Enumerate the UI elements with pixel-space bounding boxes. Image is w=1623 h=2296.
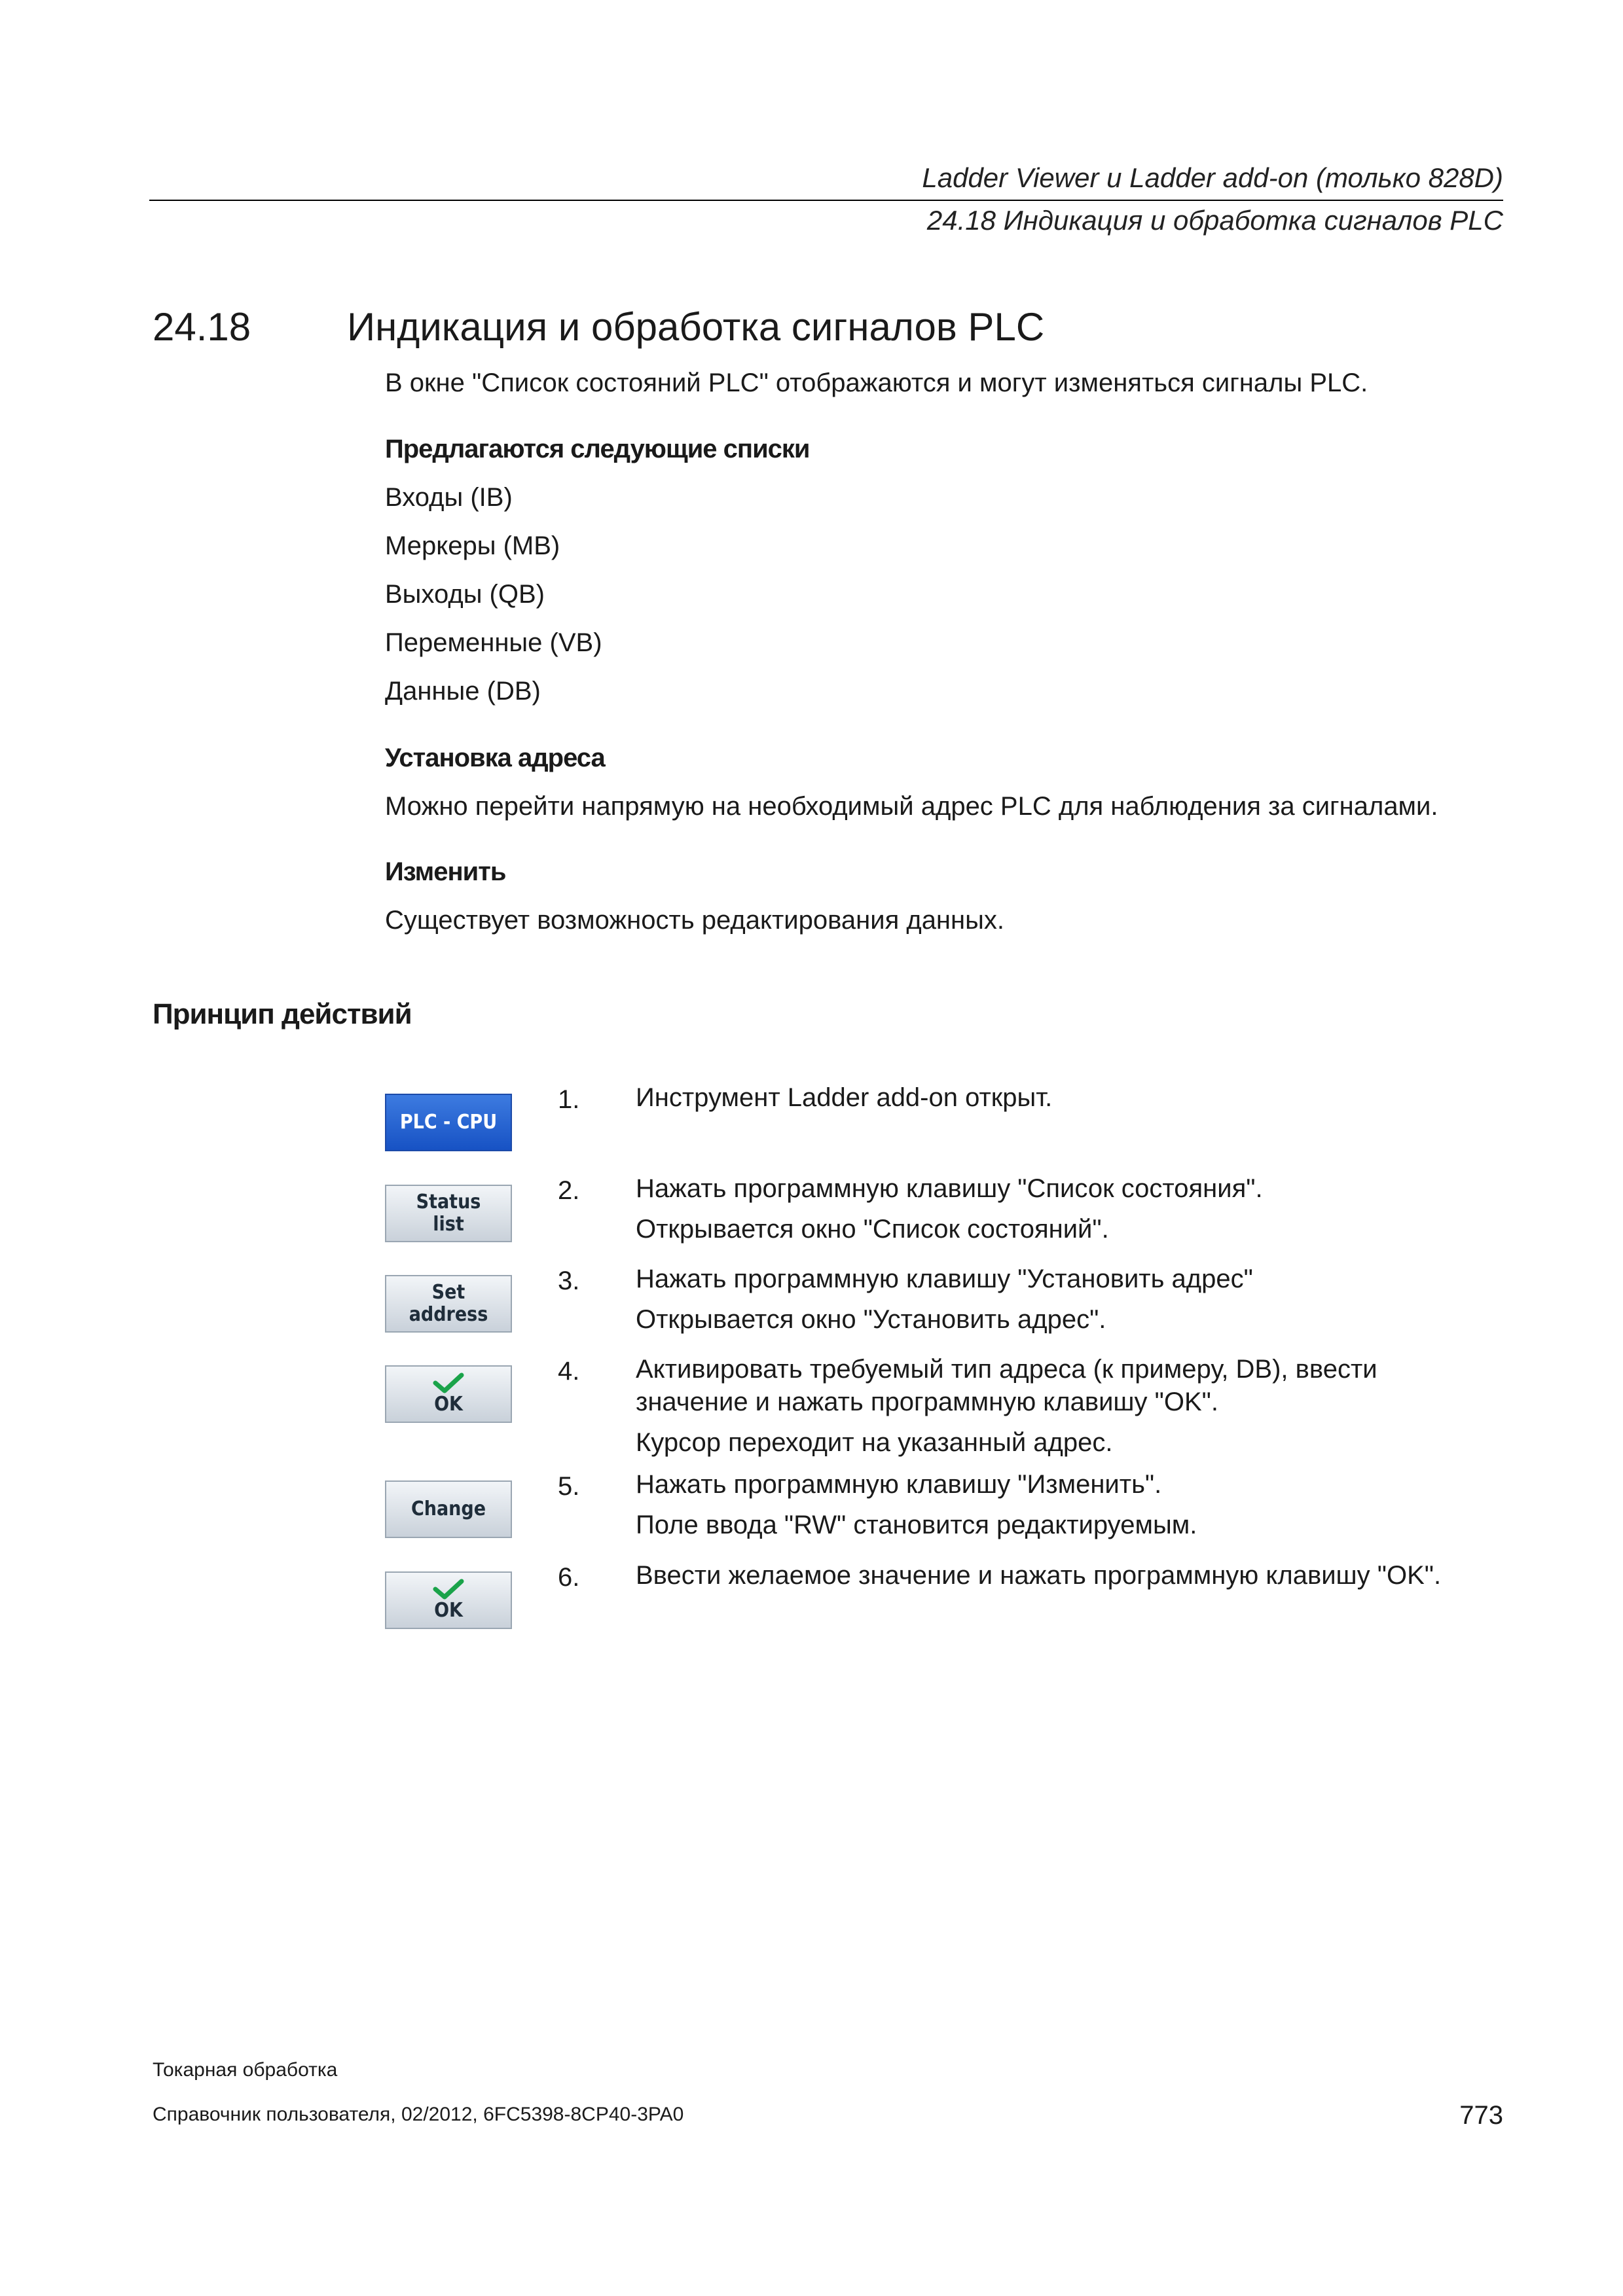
header-rule: [149, 200, 1503, 201]
step-line: Активировать требуемый тип адреса (к примеру, DB), ввести: [636, 1355, 1377, 1384]
ok-softkey[interactable]: [385, 1365, 512, 1423]
checkmark-icon: [431, 1372, 465, 1393]
step-line: Открывается окно "Установить адрес".: [636, 1305, 1106, 1334]
lists-heading: Предлагаются следующие списки: [385, 435, 810, 463]
softkey-label: PLC - CPU: [399, 1111, 498, 1134]
step-text: [636, 1353, 1377, 1459]
list-item: Данные (DB): [385, 677, 541, 706]
step-number: 4.: [558, 1357, 580, 1386]
list-item: Переменные (VB): [385, 628, 602, 657]
step-text: [636, 1559, 1441, 1592]
ok-softkey-2[interactable]: [385, 1571, 512, 1629]
softkey-label: OK: [434, 1393, 463, 1416]
step-line: значение и нажать программную клавишу "OK".: [636, 1388, 1218, 1416]
step-number: 6.: [558, 1563, 580, 1592]
set-address-softkey[interactable]: [385, 1275, 512, 1333]
address-heading: Установка адреса: [385, 744, 605, 772]
step-line: Курсор переходит на указанный адрес.: [636, 1428, 1113, 1457]
step-number: 1.: [558, 1085, 580, 1114]
step-number: 2.: [558, 1176, 580, 1205]
step-text: [636, 1081, 1052, 1114]
softkey-label: list: [433, 1213, 464, 1236]
softkey-label: Change: [410, 1498, 486, 1520]
intro-text: В окне "Список состояний PLC" отображаются и могут изменяться сигналы PLC.: [385, 368, 1368, 397]
step-line: Нажать программную клавишу "Установить адрес": [636, 1265, 1253, 1293]
list-item: Меркеры (MB): [385, 531, 560, 560]
step-line: Открывается окно "Список состояний".: [636, 1215, 1109, 1244]
step-text: [636, 1172, 1263, 1246]
step-line: Поле ввода "RW" становится редактируемым.: [636, 1511, 1197, 1539]
status-list-softkey[interactable]: [385, 1185, 512, 1242]
section-title: Индикация и обработка сигналов PLC: [347, 305, 1045, 349]
change-text: Существует возможность редактирования данных.: [385, 906, 1004, 935]
step-number: 3.: [558, 1266, 580, 1295]
list-item: Выходы (QB): [385, 580, 545, 609]
softkey-label: OK: [434, 1599, 463, 1622]
running-header-section: 24.18 Индикация и обработка сигналов PLC: [926, 205, 1503, 236]
plc-cpu-softkey[interactable]: [385, 1094, 512, 1151]
page-number: 773: [1459, 2101, 1503, 2130]
list-item: Входы (IB): [385, 483, 513, 512]
running-header-chapter: Ladder Viewer и Ladder add-on (только 828D): [922, 162, 1503, 193]
step-number: 5.: [558, 1472, 580, 1501]
checkmark-icon: [431, 1579, 465, 1600]
step-line: Нажать программную клавишу "Изменить".: [636, 1470, 1162, 1499]
address-text: Можно перейти напрямую на необходимый адрес PLC для наблюдения за сигналами.: [385, 792, 1438, 821]
change-softkey[interactable]: [385, 1480, 512, 1538]
footer-doc-info: Справочник пользователя, 02/2012, 6FC5398-8CP40-3PA0: [153, 2104, 684, 2125]
step-text: [636, 1468, 1197, 1541]
step-line: Ввести желаемое значение и нажать программную клавишу "OK".: [636, 1561, 1442, 1590]
softkey-label: Set: [431, 1281, 465, 1304]
procedure-heading: Принцип действий: [153, 998, 412, 1030]
change-heading: Изменить: [385, 857, 506, 886]
footer-title: Токарная обработка: [153, 2059, 338, 2081]
step-line: Инструмент Ladder add-on открыт.: [636, 1083, 1053, 1112]
softkey-label: Status: [416, 1191, 481, 1213]
step-line: Нажать программную клавишу "Список состояния".: [636, 1174, 1263, 1203]
section-number: 24.18: [153, 305, 251, 349]
softkey-label: address: [409, 1303, 488, 1326]
step-text: [636, 1263, 1253, 1336]
